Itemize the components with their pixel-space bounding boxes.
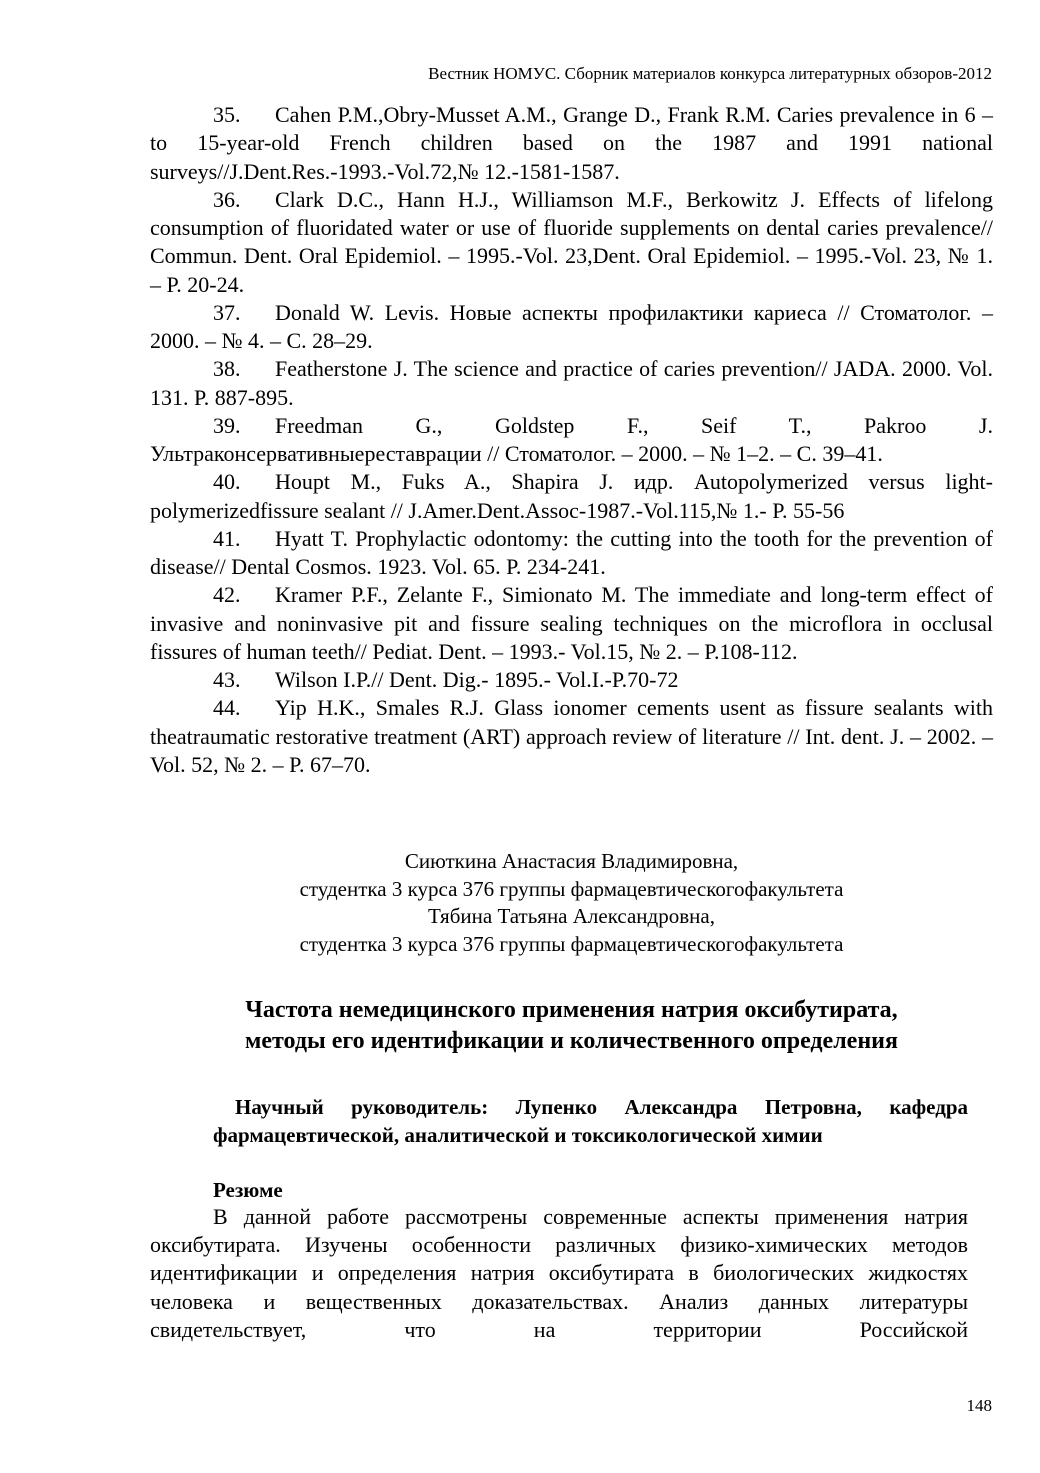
article-title — [150, 995, 993, 1057]
resume-body — [150, 1203, 968, 1344]
reference-list — [150, 101, 993, 779]
author-affiliation: студентка 3 курса 376 группы фармацевтическогофакультета — [299, 931, 844, 956]
author-block — [150, 848, 993, 958]
reference-item — [150, 525, 993, 582]
reference-number: 39. — [213, 412, 241, 438]
reference-text: Donald W. Levis. Новые аспекты профилактики кариеса // Стоматолог. – 2000. – № 4. – С. 28–29. — [150, 299, 993, 353]
author-name: Тябина Татьяна Александровна, — [428, 904, 715, 928]
reference-text: Freedman G., Goldstep F., Seif T., Pakroo J. Ультраконсервативныереставрации // Стоматолог. – 2000. – № 1–2. – С. 39–41. — [150, 412, 993, 466]
supervisor-block — [213, 1093, 968, 1149]
reference-item — [150, 299, 993, 356]
reference-text: Featherstone J. The science and practice of caries prevention// JADA. 2000. Vol. 131. P. 887-895. — [150, 356, 993, 410]
title-line: методы его идентификации и количественного определения — [245, 1028, 898, 1054]
reference-number: 36. — [213, 186, 241, 212]
reference-item — [150, 101, 993, 186]
reference-text: Cahen P.M.,Obry-Musset A.M., Grange D., Frank R.M. Caries prevalence in 6 – to 15-year-old French children based on the 1987 and 1991 national surveys//J.Dent.Res.-1993.-Vol.72,№ 12.-1581-1587. — [150, 102, 993, 184]
reference-text: Hyatt T. Prophylactic odontomy: the cutting into the tooth for the prevention of disease// Dental Cosmos. 1923. Vol. 65. P. 234-241. — [150, 525, 993, 579]
reference-item — [150, 581, 993, 666]
reference-text: Kramer P.F., Zelante F., Simionato M. The immediate and long-term effect of invasive and noninvasive pit and fissure sealing techniques on the microflora in occlusal fissures of human teeth// Pediat. Dent. – 1993.- Vol.15, № 2. – P.108-112. — [150, 582, 993, 664]
reference-item — [150, 694, 993, 779]
reference-text: Yip H.K., Smales R.J. Glass ionomer cements usent as fissure sealants with theatraumatic restorative treatment (ART) approach review of literature // Int. dent. J. – 2002. –Vol. 52, № 2. – P. 67–70. — [150, 695, 993, 777]
resume-heading: Резюме — [213, 1178, 283, 1202]
running-header: Вестник НОМУС. Сборник материалов конкурса литературных обзоров-2012 — [428, 64, 992, 83]
reference-number: 43. — [213, 667, 241, 692]
reference-item — [150, 355, 993, 412]
reference-number: 44. — [213, 695, 241, 721]
reference-text: Wilson I.P.// Dent. Dig.- 1895.- Vol.I.-P.70-72 — [275, 667, 679, 692]
author-name: Сиюткина Анастасия Владимировна, — [404, 849, 739, 873]
reference-item — [150, 412, 993, 469]
reference-text: Clark D.C., Hann H.J., Williamson M.F., Berkowitz J. Effects of lifelong consumption of fluoridated water or use of fluoride supplements on dental caries prevalence// Commun. Dent. Oral Epidemiol. – 1995.-Vol. 23,Dent. Oral Epidemiol. – 1995.-Vol. 23, № 1. – P. 20-24. — [150, 186, 993, 297]
reference-number: 37. — [213, 299, 241, 325]
title-line: Частота немедицинского применения натрия оксибутирата, — [245, 997, 898, 1023]
reference-item — [150, 666, 993, 694]
page-number: 148 — [966, 1396, 992, 1415]
reference-number: 35. — [213, 102, 241, 127]
reference-number: 41. — [213, 525, 241, 551]
reference-number: 42. — [213, 582, 241, 608]
reference-item — [150, 186, 993, 299]
supervisor-text: Научный руководитель: Лупенко Александра Петровна, кафедра фармацевтической, аналитической и токсикологической химии — [213, 1095, 968, 1147]
author-affiliation: студентка 3 курса 376 группы фармацевтическогофакультета — [299, 876, 844, 901]
reference-text: Houpt M., Fuks A., Shapira J. идр. Autopolymerized versus light-polymerizedfissure sealant // J.Amer.Dent.Assoc-1987.-Vol.115,№ 1.- P. 55-56 — [150, 469, 993, 523]
reference-number: 40. — [213, 469, 241, 495]
resume-text: В данной работе рассмотрены современные аспекты применения натрия оксибутирата. Изучены особенности различных физико-химических методов идентификации и определения натрия оксибутирата в биологических жидкостях человека и вещественных доказательствах. Анализ данных литературы свидетельствует, что на территории Российской — [150, 1204, 968, 1342]
reference-item — [150, 468, 993, 525]
reference-number: 38. — [213, 356, 241, 382]
